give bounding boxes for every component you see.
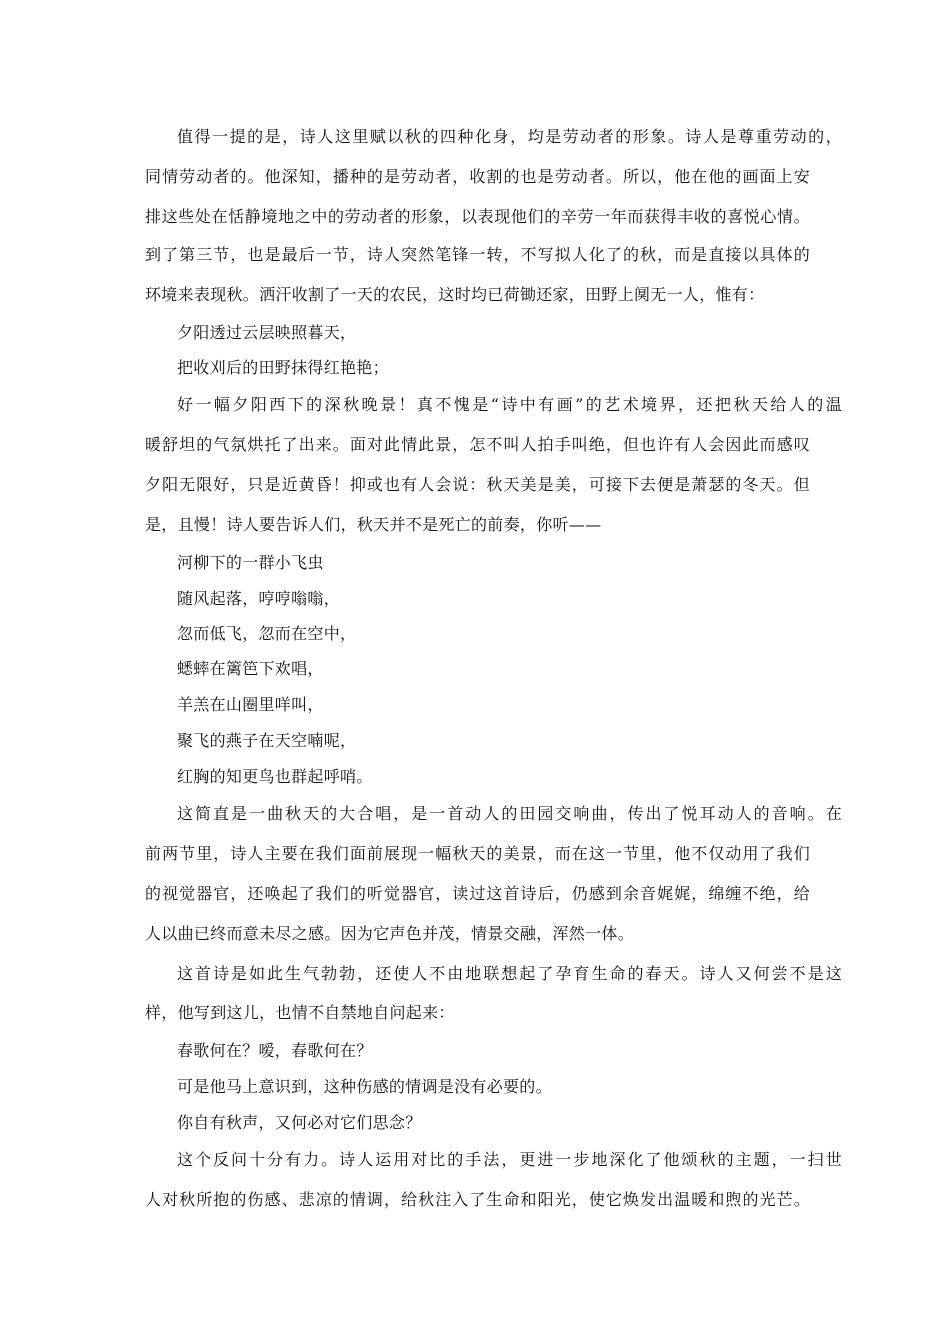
poem-line: 你自有秋声，又何必对它们思念？	[177, 1113, 422, 1132]
poem-line: 红胸的知更鸟也群起呼哨。	[177, 767, 373, 786]
paragraph-line: 这首诗是如此生气勃勃，还使人不由地联想起了孕育生命的春天。诗人又何尝不是这	[177, 964, 842, 983]
poem-line: 夕阳透过云层映照暮天，	[177, 323, 357, 342]
paragraph-line: 好一幅夕阳西下的深秋晚景！真不愧是“诗中有画”的艺术境界，还把秋天给人的温	[177, 395, 842, 414]
poem-line: 随风起落，哼哼嗡嗡，	[177, 589, 341, 608]
paragraph-line: 前两节里，诗人主要在我们面前展现一幅秋天的美景，而在这一节里，他不仅动用了我们	[145, 844, 810, 863]
paragraph-line: 同情劳动者的。他深知，播种的是劳动者，收割的也是劳动者。所以，他在他的画面上安	[145, 167, 810, 186]
poem-line: 聚飞的燕子在天空喃呢，	[177, 731, 357, 750]
poem-line: 把收刈后的田野抹得红艳艳；	[177, 358, 389, 377]
poem-line: 蟋蟀在篱笆下欢唱，	[177, 659, 324, 678]
poem-line: 忽而低飞，忽而在空中，	[177, 624, 357, 643]
paragraph-line: 暖舒坦的气氛烘托了出来。面对此情此景，怎不叫人拍手叫绝，但也许有人会因此而感叹	[145, 435, 810, 454]
poem-line: 春歌何在？嗳，春歌何在？	[177, 1041, 373, 1060]
paragraph-line: 值得一提的是，诗人这里赋以秋的四种化身，均是劳动者的形象。诗人是尊重劳动的，	[177, 127, 842, 146]
paragraph-line: 排这些处在恬静境地之中的劳动者的形象，以表现他们的辛劳一年而获得丰收的喜悦心情。	[145, 207, 810, 226]
poem-line: 可是他马上意识到，这种伤感的情调是没有必要的。	[177, 1077, 552, 1096]
paragraph-line: 样，他写到这儿，也情不自禁地自问起来：	[145, 1003, 455, 1022]
paragraph-line: 人对秋所抱的伤感、悲凉的情调，给秋注入了生命和阳光，使它焕发出温暖和煦的光芒。	[145, 1190, 810, 1209]
paragraph-line: 的视觉器官，还唤起了我们的听觉器官，读过这首诗后，仍感到余音娓娓，绵缠不绝，给	[145, 884, 810, 903]
paragraph-line: 是，且慢！诗人要告诉人们，秋天并不是死亡的前奏，你听——	[145, 515, 602, 534]
paragraph-line: 这简直是一曲秋天的大合唱，是一首动人的田园交响曲，传出了悦耳动人的音响。在	[177, 804, 842, 823]
poem-line: 羊羔在山圈里咩叫，	[177, 695, 324, 714]
paragraph-line: 到了第三节，也是最后一节，诗人突然笔锋一转，不写拟人化了的秋，而是直接以具体的	[145, 245, 810, 264]
paragraph-line: 人以曲已终而意未尽之感。因为它声色并茂，情景交融，浑然一体。	[145, 924, 635, 943]
paragraph-line: 夕阳无限好，只是近黄昏！抑或也有人会说：秋天美是美，可接下去便是萧瑟的冬天。但	[145, 475, 810, 494]
paragraph-line: 环境来表现秋。洒汗收割了一天的农民，这时均已荷锄还家，田野上阒无一人，惟有：	[145, 285, 765, 304]
paragraph-line: 这个反问十分有力。诗人运用对比的手法，更进一步地深化了他颂秋的主题，一扫世	[177, 1150, 842, 1169]
poem-line: 河柳下的一群小飞虫	[177, 553, 324, 572]
